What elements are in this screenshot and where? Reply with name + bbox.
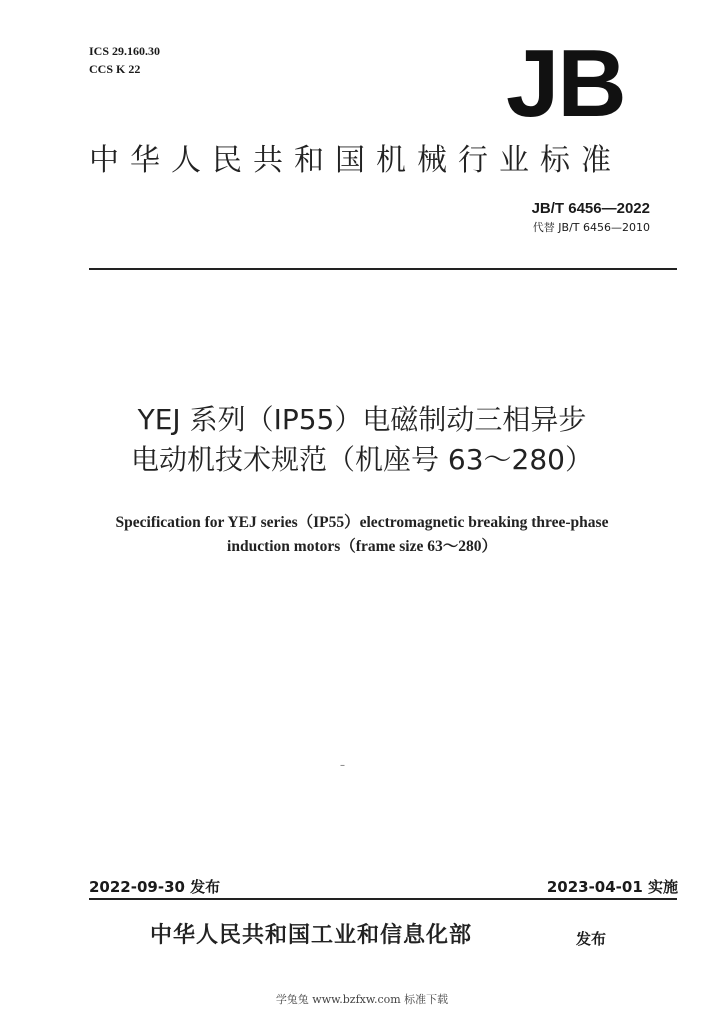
- document-title-cn: [60, 400, 664, 480]
- ics-code: ICS 29.160.30: [89, 44, 161, 58]
- issue-date: 2022-09-30 发布: [89, 878, 221, 896]
- title-en-line1: Specification for YEJ series（IP55）electromagnetic breaking three-phase: [115, 514, 609, 531]
- issuing-standard-title: 中华人民共和国机械行业标准: [89, 143, 622, 178]
- classification-codes: [89, 42, 160, 78]
- title-cn-line1: YEJ 系列（IP55）电磁制动三相异步: [137, 403, 587, 436]
- center-mark: –: [340, 760, 345, 771]
- standard-number: JB/T 6456—2022: [531, 200, 650, 217]
- publisher-tag: 发布: [576, 930, 607, 948]
- ccs-code: CCS K 22: [89, 62, 141, 76]
- implementation-date: 2023-04-01 实施: [546, 878, 678, 896]
- document-title-en: [60, 511, 664, 559]
- bottom-divider: [89, 898, 677, 900]
- publisher-name: 中华人民共和国工业和信息化部: [150, 923, 473, 948]
- title-cn-line2: 电动机技术规范（机座号 63～280）: [131, 443, 593, 476]
- title-en-line2: induction motors（frame size 63～280）: [227, 538, 497, 555]
- jb-logo: JB: [506, 30, 625, 137]
- top-divider: [89, 268, 677, 270]
- replaces-standard: 代替 JB/T 6456—2010: [532, 221, 650, 234]
- site-watermark[interactable]: 学兔兔 www.bzfxw.com 标准下载: [275, 993, 449, 1006]
